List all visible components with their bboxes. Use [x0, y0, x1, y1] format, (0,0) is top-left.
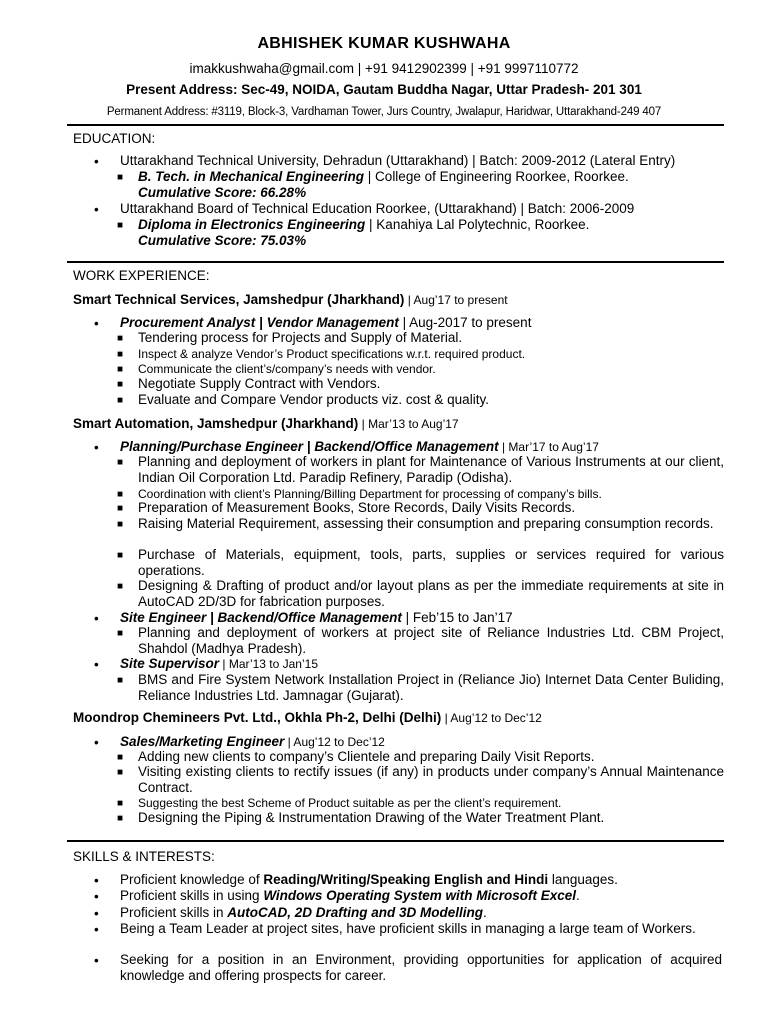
square-bullet-icon: ■	[117, 752, 124, 763]
role-title: Procurement Analyst | Vendor Management	[120, 315, 399, 330]
duty-item: Inspect & analyze Vendor’s Product specifications w.r.t. required product.	[138, 347, 526, 361]
skills-heading: SKILLS & INTERESTS:	[73, 849, 215, 864]
education-institution: Uttarakhand Board of Technical Education Roorkee, (Uttarakhand) | Batch: 2006-2009	[120, 201, 635, 216]
square-bullet-icon: ■	[117, 813, 124, 824]
company-period: | Aug’17 to present	[404, 293, 508, 307]
bullet-icon: •	[94, 611, 99, 626]
square-bullet-icon: ■	[117, 220, 124, 231]
role-title: Site Engineer | Backend/Office Management	[120, 610, 402, 625]
bullet-icon: •	[94, 889, 99, 904]
skill-text: languages.	[548, 872, 618, 887]
skill-item	[120, 952, 722, 984]
duty-item: Adding new clients to company’s Clientele and preparing Daily Visit Reports.	[138, 749, 595, 764]
bullet-icon: •	[94, 202, 99, 217]
company-period: | Aug’12 to Dec’12	[441, 711, 542, 725]
section-divider	[67, 124, 724, 126]
company-line	[73, 416, 459, 432]
skill-text: .	[483, 905, 487, 920]
education-institution: Uttarakhand Technical University, Dehradun (Uttarakhand) | Batch: 2009-2012 (Lateral Entry)	[120, 153, 676, 168]
duty-item: Preparation of Measurement Books, Store Records, Daily Visits Records.	[138, 500, 576, 515]
contact-line: imakkushwaha@gmail.com | +91 9412902399 | +91 9997110772	[189, 61, 579, 76]
duty-item: Suggesting the best Scheme of Product suitable as per the client’s requirement.	[138, 796, 562, 810]
company-name: Moondrop Chemineers Pvt. Ltd., Okhla Ph-2, Delhi (Delhi)	[73, 710, 442, 725]
candidate-name: ABHISHEK KUMAR KUSHWAHA	[257, 35, 511, 52]
square-bullet-icon: ■	[117, 395, 124, 406]
company-line	[73, 292, 508, 308]
company-name: Smart Automation, Jamshedpur (Jharkhand)	[73, 416, 359, 431]
skill-emphasis: Reading/Writing/Speaking English and Hindi	[263, 872, 549, 887]
square-bullet-icon: ■	[117, 767, 124, 778]
bullet-icon: •	[94, 953, 99, 968]
role-period: | Aug-2017 to present	[398, 315, 532, 330]
duty-item: Raising Material Requirement, assessing their consumption and preparing consumption records.	[138, 516, 714, 531]
role-period: | Aug’12 to Dec’12	[284, 735, 385, 749]
role-title: Site Supervisor	[120, 656, 220, 671]
skill-text: Being a Team Leader at project sites, have proficient skills in managing a large team of Workers.	[120, 921, 696, 936]
role-line	[120, 315, 531, 331]
section-divider	[67, 840, 724, 842]
role-title: Sales/Marketing Engineer	[120, 734, 285, 749]
square-bullet-icon: ■	[117, 489, 124, 500]
skill-emphasis: Windows Operating System with Microsoft Excel	[263, 888, 576, 903]
education-score: Cumulative Score: 75.03%	[138, 233, 307, 248]
skill-text: Proficient knowledge of	[120, 872, 264, 887]
square-bullet-icon: ■	[117, 675, 124, 686]
company-period: | Mar’13 to Aug’17	[358, 417, 459, 431]
skill-item	[120, 921, 722, 937]
bullet-icon: •	[94, 922, 99, 937]
duty-item: Tendering process for Projects and Supply of Material.	[138, 330, 463, 345]
bullet-icon: •	[94, 154, 99, 169]
section-divider	[67, 261, 724, 263]
education-score: Cumulative Score: 66.28%	[138, 185, 307, 200]
role-line	[120, 656, 318, 672]
duty-item: Purchase of Materials, equipment, tools, parts, supplies or services required for various operations.	[138, 547, 724, 578]
duty-item: Visiting existing clients to rectify issues (if any) in products under company’s Annual Maintenance Contract.	[138, 764, 724, 795]
skill-text: .	[576, 888, 580, 903]
square-bullet-icon: ■	[117, 519, 124, 530]
role-line	[120, 610, 513, 626]
square-bullet-icon: ■	[117, 581, 124, 592]
bullet-icon: •	[94, 316, 99, 331]
education-degree-line	[138, 217, 589, 233]
square-bullet-icon: ■	[117, 550, 124, 561]
education-college: | Kanahiya Lal Polytechnic, Roorkee.	[365, 217, 590, 232]
duty-item: Evaluate and Compare Vendor products viz. cost & quality.	[138, 392, 489, 407]
bullet-icon: •	[94, 440, 99, 455]
role-line	[120, 734, 385, 750]
permanent-address: Permanent Address: #3119, Block-3, Vardhaman Tower, Jurs Country, Jwalapur, Haridwar, Uttarakhand-249 407	[106, 106, 662, 118]
bullet-icon: •	[94, 873, 99, 888]
education-college: | College of Engineering Roorkee, Roorkee.	[364, 169, 629, 184]
bullet-icon: •	[94, 906, 99, 921]
square-bullet-icon: ■	[117, 333, 124, 344]
duty-item: Communicate the client’s/company’s needs with vendor.	[138, 362, 436, 376]
present-address: Present Address: Sec-49, NOIDA, Gautam Buddha Nagar, Uttar Pradesh- 201 301	[126, 82, 642, 97]
square-bullet-icon: ■	[117, 503, 124, 514]
square-bullet-icon: ■	[117, 172, 124, 183]
duty-item: Negotiate Supply Contract with Vendors.	[138, 376, 381, 391]
skill-item	[120, 872, 722, 888]
role-line	[120, 439, 599, 455]
duty-item: Planning and deployment of workers in plant for Maintenance of Various Instruments at our client, Indian Oil Corporation Ltd. Paradip Refinery, Paradip (Odisha).	[138, 454, 724, 485]
skill-text: Proficient skills in	[120, 905, 228, 920]
square-bullet-icon: ■	[117, 798, 124, 809]
company-line	[73, 710, 542, 726]
duty-item: Designing & Drafting of product and/or layout plans as per the immediate requirements at site in AutoCAD 2D/3D for fabrication purposes.	[138, 578, 724, 609]
square-bullet-icon: ■	[117, 379, 124, 390]
duty-item: Coordination with client’s Planning/Billing Department for processing of company’s bills.	[138, 487, 602, 501]
skill-text: Proficient skills in using	[120, 888, 264, 903]
square-bullet-icon: ■	[117, 364, 124, 375]
education-degree: Diploma in Electronics Engineering	[138, 217, 366, 232]
role-title: Planning/Purchase Engineer | Backend/Office Management	[120, 439, 499, 454]
skill-item	[120, 905, 722, 921]
role-period: | Feb’15 to Jan’17	[401, 610, 513, 625]
bullet-icon: •	[94, 657, 99, 672]
education-degree-line	[138, 169, 629, 185]
education-degree: B. Tech. in Mechanical Engineering	[138, 169, 365, 184]
skill-item	[120, 888, 722, 904]
square-bullet-icon: ■	[117, 457, 124, 468]
square-bullet-icon: ■	[117, 349, 124, 360]
skill-emphasis: AutoCAD, 2D Drafting and 3D Modelling	[227, 905, 484, 920]
duty-item: BMS and Fire System Network Installation Project in (Reliance Jio) Internet Data Center Buliding, Reliance Industries Ltd. Jamnagar (Gujarat).	[138, 672, 724, 703]
work-heading: WORK EXPERIENCE:	[73, 268, 210, 283]
education-heading: EDUCATION:	[73, 131, 156, 146]
company-name: Smart Technical Services, Jamshedpur (Jharkhand)	[73, 292, 405, 307]
role-period: | Mar’13 to Jan’15	[219, 657, 318, 671]
duty-item: Designing the Piping & Instrumentation Drawing of the Water Treatment Plant.	[138, 810, 605, 825]
skill-text: Seeking for a position in an Environment, providing opportunities for application of acquired knowledge and offering prospects for career.	[120, 952, 722, 983]
duty-item: Planning and deployment of workers at project site of Reliance Industries Ltd. CBM Project, Shahdol (Madhya Pradesh).	[138, 625, 724, 656]
square-bullet-icon: ■	[117, 628, 124, 639]
role-period: | Mar’17 to Aug’17	[498, 440, 599, 454]
bullet-icon: •	[94, 735, 99, 750]
